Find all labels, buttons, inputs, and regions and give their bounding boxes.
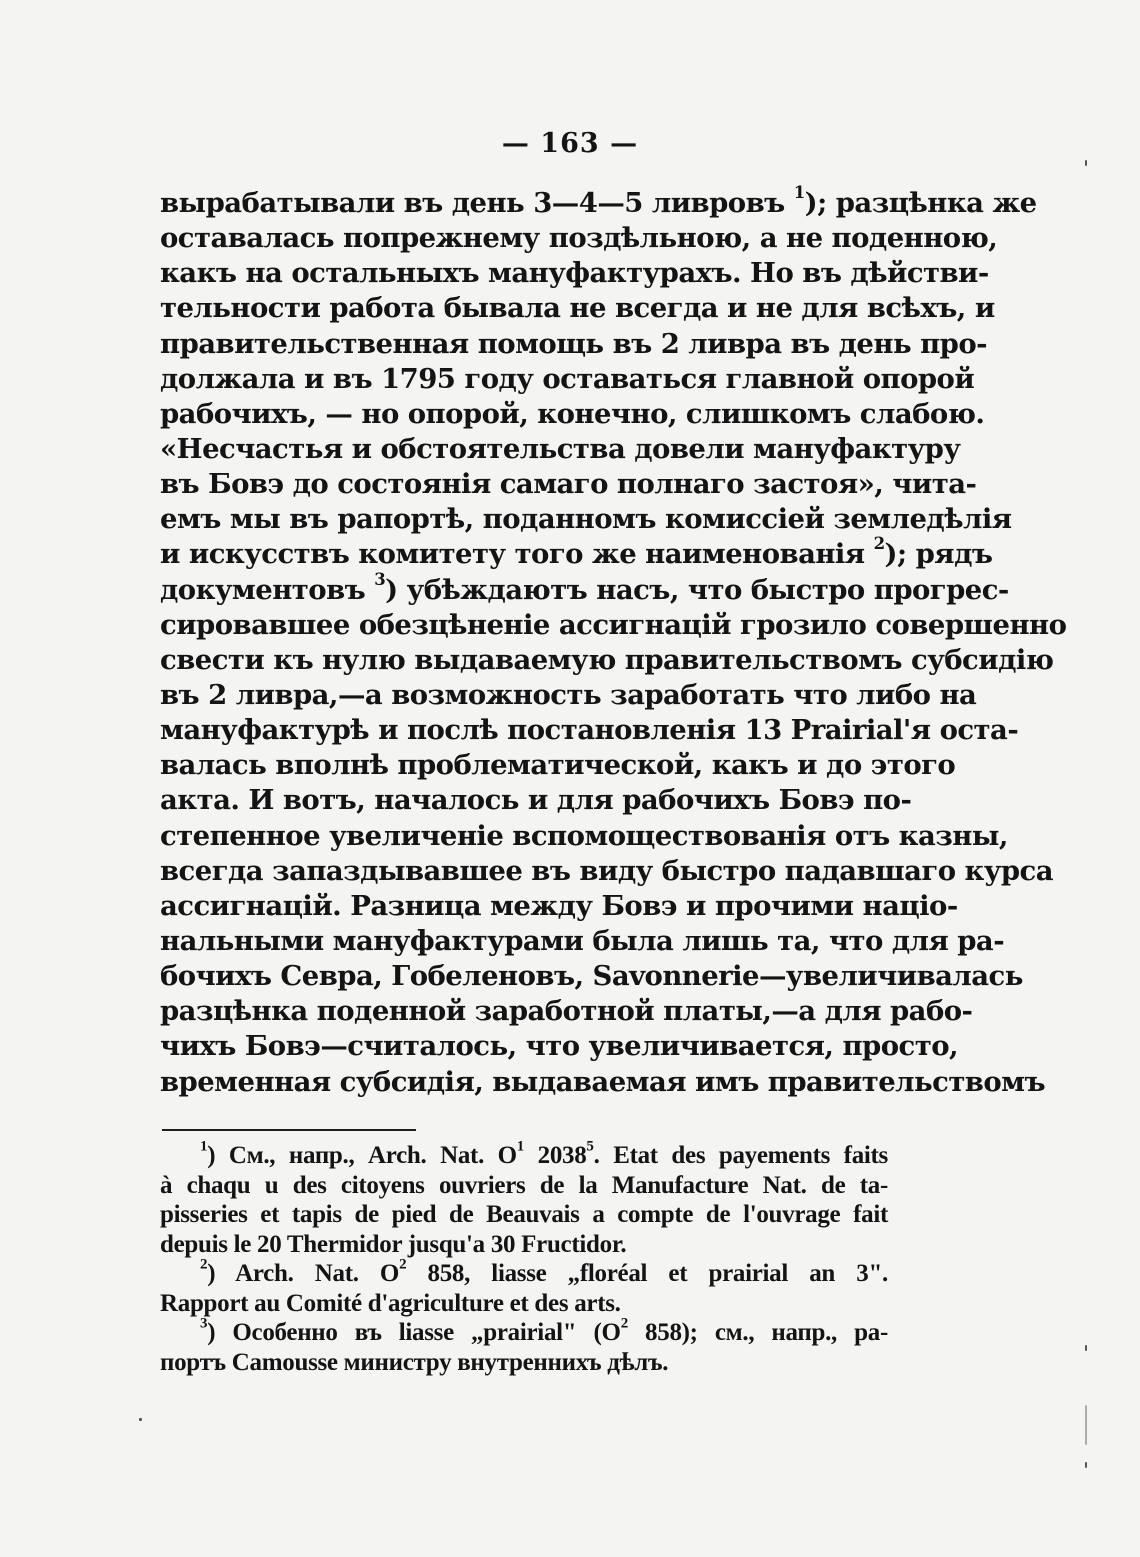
footnote-1-sup-b: 5 <box>586 1138 594 1155</box>
text-line-9: въ Бовэ до состоянія самаго полнаго застоя», чита- <box>160 468 977 501</box>
text-line-2: оставалась попрежнему поздѣльною, а не поденною, <box>160 222 998 255</box>
footnote-3-text-b: 858); см., напр., ра- <box>627 1319 888 1346</box>
text-line-13: сировавшее обезцѣненіе ассигнацій грозило совершенно <box>160 608 1067 641</box>
footnote-separator <box>162 1129 416 1131</box>
text-line-8: «Несчастья и обстоятельства довели мануфактуру <box>160 432 961 465</box>
text-line-11-b: ); рядъ <box>884 538 993 571</box>
footnote-3-line-1 <box>160 1315 888 1348</box>
text-line-11 <box>160 534 993 572</box>
text-line-10: емъ мы въ рапортѣ, поданномъ комиссіей земледѣлія <box>160 503 1012 536</box>
footnote-ref-3[interactable]: 3 <box>374 569 386 589</box>
text-line-1 <box>160 182 1037 221</box>
scan-speck <box>1085 1405 1087 1445</box>
footnote-1-line-2: à chaqu u des citoyens ouvriers de la Manufacture Nat. de ta- <box>160 1171 888 1199</box>
scan-speck <box>1085 160 1087 166</box>
footnote-1-text-c: . Etat des payements faits <box>593 1142 888 1169</box>
text-line-3: какъ на остальныхъ мануфактурахъ. Но въ дѣйстви- <box>160 257 989 290</box>
footnote-1-line-4: depuis le 20 Thermidor jusqu'a 30 Fructidor. <box>160 1230 627 1258</box>
text-line-15: въ 2 ливра,—а возможность заработать что либо на <box>160 678 977 711</box>
footnote-1-text-a: ) См., напр., Arch. Nat. O <box>207 1142 517 1169</box>
footnote-3-marker: 3 <box>200 1315 208 1332</box>
text-line-23: бочихъ Севра, Гобеленовъ, Savonnerie—увеличивалась <box>160 960 1023 993</box>
footnote-1-text-b: 2038 <box>524 1142 587 1169</box>
text-line-11-a: и искусствъ комитету того же наименованія <box>160 538 865 571</box>
page-number: — 163 — <box>501 128 639 159</box>
footnote-ref-1[interactable]: 1 <box>793 182 805 202</box>
text-line-17: валась вполнѣ проблематической, какъ и до этого <box>160 749 956 782</box>
text-line-6: должала и въ 1795 году оставаться главной опорой <box>160 362 975 395</box>
footnotes <box>160 1138 888 1377</box>
footnote-2-sup: 2 <box>399 1256 407 1273</box>
text-line-1-a: вырабатывали въ день 3—4—5 ливровъ <box>160 187 785 219</box>
text-line-5: правительственная помощь въ 2 ливра въ день про- <box>160 327 988 360</box>
footnote-3-text-a: ) Особенно въ liasse „prairial" (O <box>207 1319 621 1346</box>
text-line-22: нальными мануфактурами была лишь та, что для ра- <box>160 924 1005 957</box>
text-line-21: ассигнацій. Разница между Бовэ и прочими націо- <box>160 889 958 922</box>
footnote-1-sup-a: 1 <box>516 1138 524 1155</box>
text-line-18: акта. И вотъ, началось и для рабочихъ Бовэ по- <box>160 784 912 817</box>
text-line-26: временная субсидія, выдаваемая имъ правительствомъ <box>160 1065 1046 1098</box>
text-line-16: мануфактурѣ и послѣ постановленія 13 Prairial'я оста- <box>160 714 1019 747</box>
text-line-24: разцѣнка поденной заработной платы,—а для рабо- <box>160 995 973 1028</box>
text-line-1-b: ); разцѣнка же <box>804 187 1037 219</box>
text-line-12 <box>160 569 1009 608</box>
text-line-7: рабочихъ, — но опорой, конечно, слишкомъ слабою. <box>160 397 985 430</box>
footnote-2-text-a: ) Arch. Nat. O <box>207 1260 400 1287</box>
footnote-2-marker: 2 <box>200 1256 208 1273</box>
footnote-2-text-b: 858, liasse „floréal et prairial an 3". <box>406 1260 888 1287</box>
text-line-20: всегда запаздывавшее въ виду быстро падавшаго курса <box>160 854 1054 887</box>
text-line-19: степенное увеличеніе вспомоществованія отъ казны, <box>160 819 1008 852</box>
footnote-1-line-1 <box>160 1138 888 1171</box>
scan-speck <box>139 1418 142 1421</box>
footnote-1-line-3: pisseries et tapis de pied de Beauvais a compte de l'ouvrage fait <box>160 1201 888 1228</box>
footnote-ref-2[interactable]: 2 <box>873 534 885 554</box>
text-line-12-a: документовъ <box>160 573 366 606</box>
text-line-12-b: ) убѣждаютъ насъ, что быстро прогрес- <box>385 573 1009 606</box>
text-line-25: чихъ Бовэ—считалось, что увеличивается, просто, <box>160 1030 959 1063</box>
footnote-2-line-2: Rapport au Comité d'agriculture et des arts. <box>160 1289 621 1317</box>
footnote-1-marker: 1 <box>200 1138 208 1155</box>
footnote-3-line-2: портъ Camousse министру внутреннихъ дѣлъ. <box>160 1348 669 1376</box>
scan-speck <box>1085 1462 1087 1468</box>
footnote-2-line-1 <box>160 1256 888 1289</box>
scan-speck <box>1085 1345 1087 1351</box>
text-line-14: свести къ нулю выдаваемую правительствомъ субсидію <box>160 643 1054 676</box>
footnote-3-sup: 2 <box>620 1315 628 1332</box>
text-line-4: тельности работа бывала не всегда и не для всѣхъ, и <box>160 292 995 325</box>
main-text <box>160 182 1067 1100</box>
